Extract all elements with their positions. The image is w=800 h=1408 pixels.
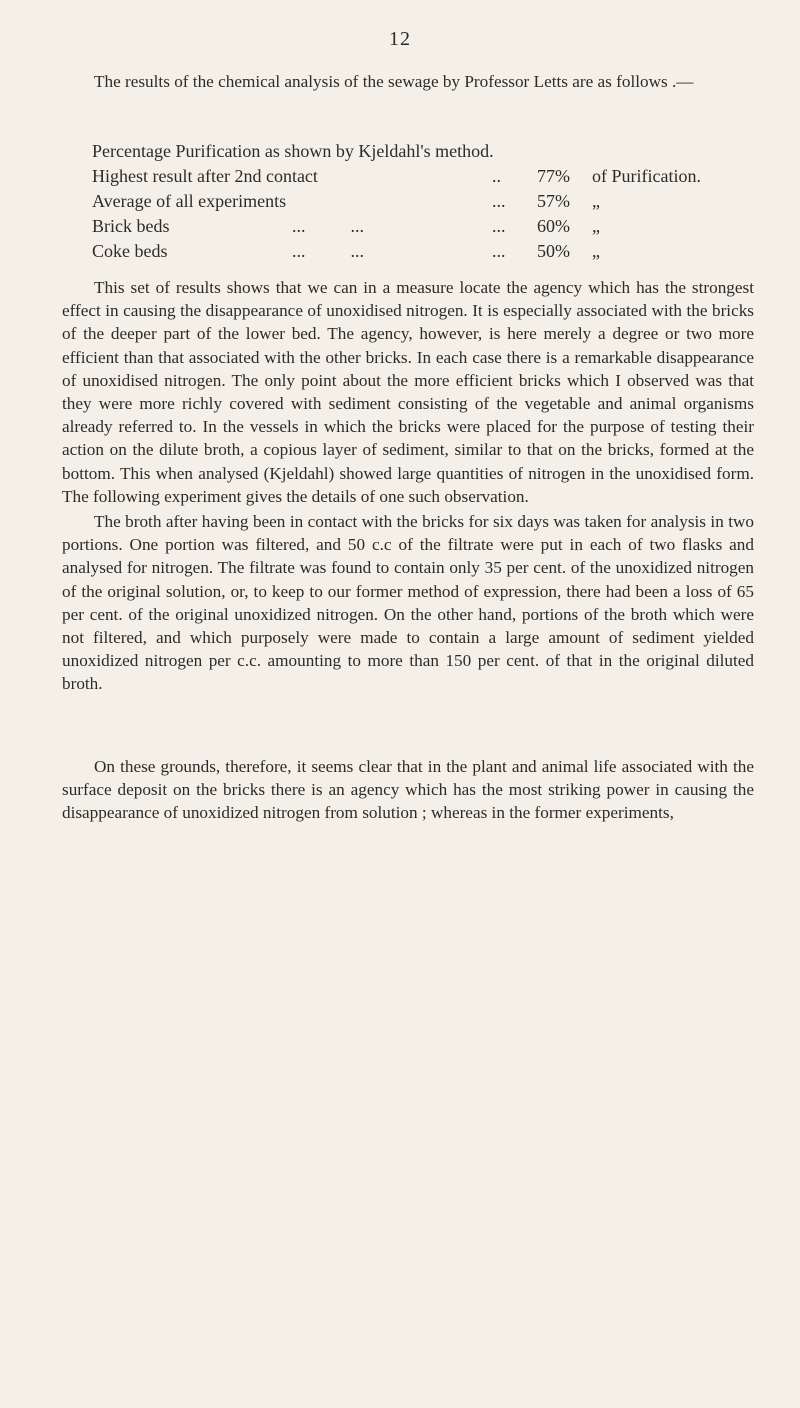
paragraph-text: On these grounds, therefore, it seems clear that in the plant and animal life associated with the surface deposit on the bricks there is an agency which has the most striking power in causing the disappearance of unoxidized nitrogen from solution ; whereas in the former experiments, — [62, 757, 754, 823]
paragraph-broth-experiment — [62, 510, 754, 696]
row-label: Highest result after 2nd contact — [92, 166, 318, 186]
row-note: of Purification. — [592, 166, 701, 186]
row-value: 50% — [537, 241, 570, 261]
intro-text: The results of the chemical analysis of the sewage by Professor Letts are as follows .— — [94, 72, 694, 91]
row-leader: ... — [492, 191, 506, 211]
paragraph-results-discussion — [62, 276, 754, 508]
row-note: „ — [592, 191, 600, 211]
table-row — [92, 164, 754, 189]
row-leader: ... — [492, 241, 506, 261]
row-value: 57% — [537, 191, 570, 211]
row-label: Coke beds — [92, 241, 168, 261]
row-leader: .. — [492, 166, 501, 186]
table-row — [92, 239, 754, 264]
row-dots: ... ... — [292, 216, 364, 236]
row-value: 77% — [537, 166, 570, 186]
page-number: 12 — [389, 28, 411, 50]
row-note: „ — [592, 216, 600, 236]
row-dots: ... ... — [292, 241, 364, 261]
row-value: 60% — [537, 216, 570, 236]
row-leader: ... — [492, 216, 506, 236]
paragraph-conclusion — [62, 755, 754, 825]
row-note: „ — [592, 241, 600, 261]
table-heading: Percentage Purification as shown by Kjeldahl's method. — [92, 141, 494, 161]
table-row — [92, 214, 754, 239]
intro-paragraph — [62, 70, 754, 93]
row-label: Average of all experiments — [92, 191, 287, 211]
results-table — [92, 139, 754, 264]
row-label: Brick beds — [92, 216, 170, 236]
paragraph-text: This set of results shows that we can in a measure locate the agency which has the strongest effect in causing the disappearance of unoxidised nitrogen. It is especially associated with the bricks of the deeper part of the lower bed. The agency, however, is here merely a degree or two more efficient than that associated with the other bricks. In each case there is a remarkable disappearance of unoxidised nitrogen. The only point about the more efficient bricks which I observed was that they were more richly covered with sediment consisting of the vegetable and animal organisms already referred to. In the vessels in which the bricks were placed for the purpose of testing their action on the dilute broth, a copious layer of sediment, similar to that on the bricks, formed at the bottom. This when analysed (Kjeldahl) showed large quantities of nitrogen in the unoxidised form. The following experiment gives the details of one such observation. — [62, 278, 754, 506]
table-row — [92, 189, 754, 214]
paragraph-text: The broth after having been in contact with the bricks for six days was taken for analysis in two portions. One portion was filtered, and 50 c.c of the filtrate were put in each of two flasks and analysed for nitrogen. The filtrate was found to contain only 35 per cent. of the unoxidized nitrogen of the original solution, or, to keep to our former method of expression, there had been a loss of 65 per cent. of the original unoxidized nitrogen. On the other hand, portions of the broth which were not filtered, and which purposely were made to contain a large amount of sediment yielded unoxidized nitrogen per c.c. amounting to more than 150 per cent. of that in the original diluted broth. — [62, 512, 754, 694]
